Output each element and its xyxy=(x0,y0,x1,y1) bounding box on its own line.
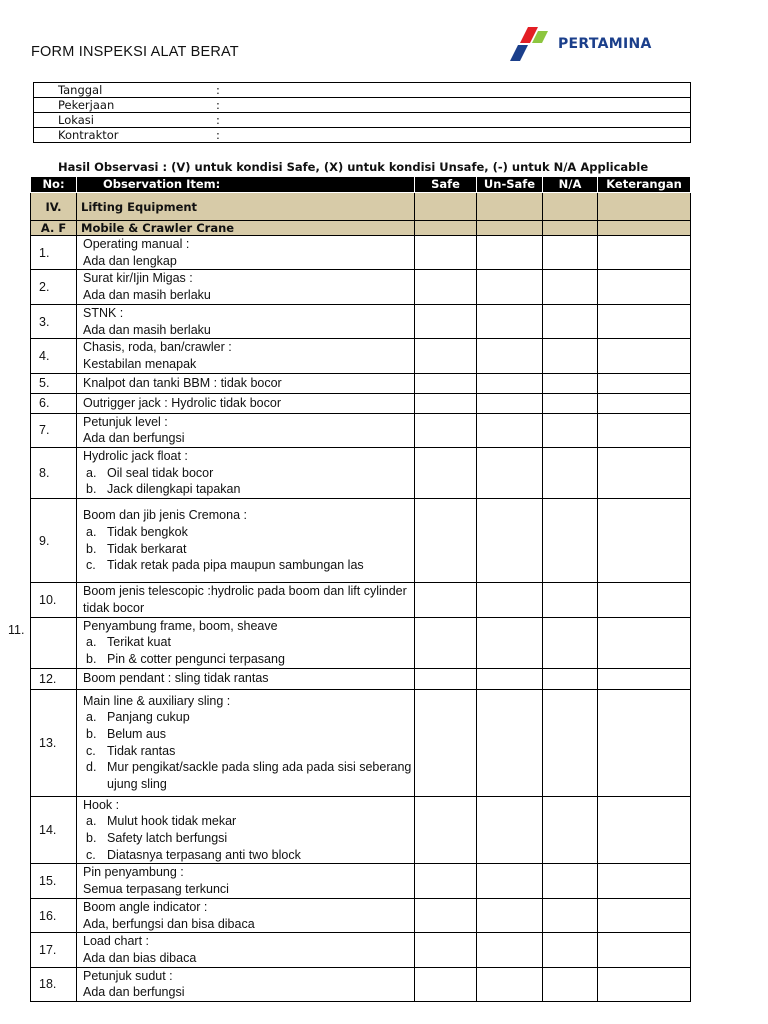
item-detail: Ada dan masih berlaku xyxy=(83,322,211,337)
item-heading: Surat kir/Ijin Migas : xyxy=(83,271,193,286)
item-heading: Chasis, roda, ban/crawler : xyxy=(83,340,232,355)
table-row xyxy=(31,236,691,270)
section-label: Lifting Equipment xyxy=(77,193,415,221)
observation-item xyxy=(77,898,415,932)
sublist-text: Pin & cotter pengunci terpasang xyxy=(107,651,285,666)
observation-item xyxy=(77,668,415,689)
item-number-outside: 11. xyxy=(8,623,25,637)
unsafe-cell[interactable] xyxy=(477,304,543,338)
na-cell[interactable] xyxy=(543,617,598,668)
pertamina-logo xyxy=(508,26,652,62)
observation-item xyxy=(77,499,415,583)
item-heading: Load chart : xyxy=(83,934,150,949)
header-safe: Safe xyxy=(415,177,477,193)
sublist-letter: a. xyxy=(86,710,97,725)
safe-cell[interactable] xyxy=(415,270,477,304)
item-heading: Operating manual : xyxy=(83,237,190,251)
keterangan-cell[interactable] xyxy=(598,236,691,270)
item-detail: Ada dan masih berlaku xyxy=(83,288,211,303)
table-row xyxy=(31,448,691,499)
item-sublist xyxy=(83,813,414,863)
na-cell[interactable] xyxy=(543,339,598,373)
table-row xyxy=(31,270,691,304)
info-sep: : xyxy=(216,113,236,128)
table-row xyxy=(31,583,691,617)
sublist-letter: c. xyxy=(86,558,96,573)
sublist-letter: b. xyxy=(86,482,97,497)
header-keterangan: Keterangan xyxy=(598,177,691,193)
item-heading: Knalpot dan tanki BBM : tidak bocor xyxy=(83,375,282,390)
safe-cell[interactable] xyxy=(415,236,477,270)
item-number: 17. xyxy=(31,933,77,967)
observation-item xyxy=(77,967,415,1001)
sublist-letter: a. xyxy=(86,635,97,650)
safe-cell[interactable] xyxy=(415,617,477,668)
keterangan-cell[interactable] xyxy=(598,393,691,413)
sublist-letter: b. xyxy=(86,726,97,741)
item-heading: Boom angle indicator : xyxy=(83,899,208,914)
table-row xyxy=(31,796,691,864)
observation-item xyxy=(77,448,415,499)
sublist-item xyxy=(86,759,414,792)
na-cell[interactable] xyxy=(543,393,598,413)
sublist-letter: d. xyxy=(86,760,97,775)
item-heading: Main line & auxiliary sling : xyxy=(83,693,231,708)
item-heading: STNK : xyxy=(83,305,124,320)
keterangan-cell[interactable] xyxy=(598,967,691,1001)
table-row xyxy=(31,393,691,413)
na-cell[interactable] xyxy=(543,373,598,393)
item-heading: Hook : xyxy=(83,797,120,812)
form-title: FORM INSPEKSI ALAT BERAT xyxy=(31,44,239,60)
safe-cell[interactable] xyxy=(415,898,477,932)
item-number: 9. xyxy=(31,499,77,583)
header-row xyxy=(31,177,691,193)
logo-text: PERTAMINA xyxy=(558,36,652,52)
unsafe-cell[interactable] xyxy=(477,393,543,413)
item-detail: Ada dan berfungsi xyxy=(83,431,185,446)
sublist-item xyxy=(86,830,414,847)
safe-cell[interactable] xyxy=(415,304,477,338)
sublist-letter: b. xyxy=(86,831,97,846)
info-label: Lokasi xyxy=(34,113,217,128)
sublist-text: Tidak retak pada pipa maupun sambungan las xyxy=(107,558,364,573)
info-table xyxy=(33,82,691,143)
unsafe-cell[interactable] xyxy=(477,864,543,898)
sublist-letter: a. xyxy=(86,814,97,829)
item-detail: Semua terpasang terkunci xyxy=(83,882,229,897)
observation-item xyxy=(77,864,415,898)
safe-cell[interactable] xyxy=(415,864,477,898)
unsafe-cell[interactable] xyxy=(477,583,543,617)
observation-item xyxy=(77,236,415,270)
item-detail: Ada, berfungsi dan bisa dibaca xyxy=(83,916,255,931)
observation-item xyxy=(77,689,415,796)
info-sep: : xyxy=(216,128,236,143)
sublist-text: Safety latch berfungsi xyxy=(107,831,228,846)
observation-item xyxy=(77,373,415,393)
info-value-field[interactable] xyxy=(236,98,691,113)
item-heading: Petunjuk sudut : xyxy=(83,968,173,983)
safe-cell[interactable] xyxy=(415,967,477,1001)
info-value-field[interactable] xyxy=(236,128,691,143)
sublist-text: Tidak bengkok xyxy=(107,524,188,539)
unsafe-cell[interactable] xyxy=(477,236,543,270)
na-cell[interactable] xyxy=(543,499,598,583)
keterangan-cell[interactable] xyxy=(598,796,691,864)
keterangan-cell[interactable] xyxy=(598,668,691,689)
info-label: Kontraktor xyxy=(34,128,217,143)
item-heading: Hydrolic jack float : xyxy=(83,449,188,464)
item-number: 4. xyxy=(31,339,77,373)
sublist-letter: a. xyxy=(86,465,97,480)
table-row xyxy=(31,413,691,447)
info-row xyxy=(34,113,691,128)
sublist-text: Mulut hook tidak mekar xyxy=(107,814,237,829)
keterangan-cell[interactable] xyxy=(598,689,691,796)
unsafe-cell[interactable] xyxy=(477,373,543,393)
unsafe-cell[interactable] xyxy=(477,668,543,689)
unsafe-cell[interactable] xyxy=(477,933,543,967)
keterangan-cell[interactable] xyxy=(598,413,691,447)
sublist-item xyxy=(86,524,414,541)
item-heading: Boom pendant : sling tidak rantas xyxy=(83,671,269,686)
sublist-text: Diatasnya terpasang anti two block xyxy=(107,847,301,862)
sublist-text: Belum aus xyxy=(107,726,167,741)
subsection-label: Mobile & Crawler Crane xyxy=(77,221,415,236)
keterangan-cell[interactable] xyxy=(598,864,691,898)
item-sublist xyxy=(83,465,414,498)
item-number: 3. xyxy=(31,304,77,338)
unsafe-cell[interactable] xyxy=(477,270,543,304)
item-number: 10. xyxy=(31,583,77,617)
item-sublist xyxy=(83,524,414,574)
keterangan-cell[interactable] xyxy=(598,448,691,499)
na-cell[interactable] xyxy=(543,967,598,1001)
header-no: No: xyxy=(31,177,77,193)
table-row xyxy=(31,499,691,583)
item-number: 6. xyxy=(31,393,77,413)
keterangan-cell[interactable] xyxy=(598,898,691,932)
safe-cell[interactable] xyxy=(415,689,477,796)
keterangan-cell[interactable] xyxy=(598,373,691,393)
safe-cell[interactable] xyxy=(415,933,477,967)
table-row xyxy=(31,898,691,932)
sublist-letter: c. xyxy=(86,847,96,862)
na-cell[interactable] xyxy=(543,933,598,967)
observation-item xyxy=(77,393,415,413)
item-number: 7. xyxy=(31,413,77,447)
header-unsafe: Un-Safe xyxy=(477,177,543,193)
safe-cell[interactable] xyxy=(415,668,477,689)
item-heading: Outrigger jack : Hydrolic tidak bocor xyxy=(83,395,281,410)
unsafe-cell[interactable] xyxy=(477,617,543,668)
info-value-field[interactable] xyxy=(236,113,691,128)
unsafe-cell[interactable] xyxy=(477,689,543,796)
section-row xyxy=(31,193,691,221)
safe-cell[interactable] xyxy=(415,448,477,499)
sublist-letter: c. xyxy=(86,743,96,758)
observation-item xyxy=(77,339,415,373)
observation-item xyxy=(77,617,415,668)
na-cell[interactable] xyxy=(543,413,598,447)
item-number: 18. xyxy=(31,967,77,1001)
keterangan-cell[interactable] xyxy=(598,499,691,583)
item-detail: Ada dan bias dibaca xyxy=(83,950,197,965)
sublist-item xyxy=(86,726,414,743)
na-cell[interactable] xyxy=(543,270,598,304)
na-cell[interactable] xyxy=(543,796,598,864)
info-sep: : xyxy=(216,98,236,113)
sublist-item xyxy=(86,743,414,760)
sublist-item xyxy=(86,634,414,651)
info-row xyxy=(34,83,691,98)
item-number: 16. xyxy=(31,898,77,932)
observation-item xyxy=(77,270,415,304)
keterangan-cell[interactable] xyxy=(598,617,691,668)
unsafe-cell[interactable] xyxy=(477,898,543,932)
sublist-letter: b. xyxy=(86,651,97,666)
observation-table xyxy=(30,176,691,1002)
item-number: 8. xyxy=(31,448,77,499)
sublist-text: Jack dilengkapi tapakan xyxy=(107,482,241,497)
header-na: N/A xyxy=(543,177,598,193)
keterangan-cell[interactable] xyxy=(598,933,691,967)
item-heading: Penyambung frame, boom, sheave xyxy=(83,618,278,633)
item-number xyxy=(31,617,77,668)
info-sep: : xyxy=(216,83,236,98)
unsafe-cell[interactable] xyxy=(477,499,543,583)
observation-item xyxy=(77,933,415,967)
unsafe-cell[interactable] xyxy=(477,796,543,864)
na-cell[interactable] xyxy=(543,864,598,898)
observation-item xyxy=(77,796,415,864)
safe-cell[interactable] xyxy=(415,373,477,393)
sublist-letter: a. xyxy=(86,524,97,539)
header-item: Observation Item: xyxy=(77,177,415,193)
sublist-text: Tidak rantas xyxy=(107,743,176,758)
sublist-item xyxy=(86,651,414,668)
item-number: 15. xyxy=(31,864,77,898)
sublist-letter: b. xyxy=(86,541,97,556)
table-row xyxy=(31,339,691,373)
table-row xyxy=(31,933,691,967)
sublist-item xyxy=(86,465,414,482)
na-cell[interactable] xyxy=(543,668,598,689)
safe-cell[interactable] xyxy=(415,413,477,447)
section-no: IV. xyxy=(31,193,77,221)
table-row xyxy=(31,617,691,668)
pertamina-logo-icon xyxy=(508,27,552,61)
na-cell[interactable] xyxy=(543,583,598,617)
safe-cell[interactable] xyxy=(415,393,477,413)
legend-text: Hasil Observasi : (V) untuk kondisi Safe, (X) untuk kondisi Unsafe, (-) untuk N/A Applicable xyxy=(58,160,649,174)
na-cell[interactable] xyxy=(543,304,598,338)
sublist-item xyxy=(86,557,414,574)
na-cell[interactable] xyxy=(543,898,598,932)
safe-cell[interactable] xyxy=(415,339,477,373)
item-detail: Kestabilan menapak xyxy=(83,356,197,371)
table-row xyxy=(31,967,691,1001)
sublist-text: Terikat kuat xyxy=(107,635,171,650)
sublist-item xyxy=(86,541,414,558)
unsafe-cell[interactable] xyxy=(477,967,543,1001)
sublist-item xyxy=(86,709,414,726)
keterangan-cell[interactable] xyxy=(598,304,691,338)
observation-item xyxy=(77,413,415,447)
na-cell[interactable] xyxy=(543,689,598,796)
item-number: 5. xyxy=(31,373,77,393)
table-row xyxy=(31,689,691,796)
safe-cell[interactable] xyxy=(415,499,477,583)
table-row xyxy=(31,373,691,393)
item-number: 14. xyxy=(31,796,77,864)
item-heading: Pin penyambung : xyxy=(83,865,184,880)
item-sublist xyxy=(83,634,414,667)
subsection-row xyxy=(31,221,691,236)
item-sublist xyxy=(83,709,414,793)
sublist-text: Panjang cukup xyxy=(107,710,190,725)
item-number: 12. xyxy=(31,668,77,689)
keterangan-cell[interactable] xyxy=(598,339,691,373)
item-heading: Petunjuk level : xyxy=(83,414,168,429)
keterangan-cell[interactable] xyxy=(598,270,691,304)
item-number: 1. xyxy=(31,236,77,270)
info-label: Pekerjaan xyxy=(34,98,217,113)
table-row xyxy=(31,304,691,338)
subsection-no: A. F xyxy=(31,221,77,236)
info-value-field[interactable] xyxy=(236,83,691,98)
item-detail: Ada dan berfungsi xyxy=(83,985,185,1000)
na-cell[interactable] xyxy=(543,236,598,270)
unsafe-cell[interactable] xyxy=(477,413,543,447)
sublist-text: Tidak berkarat xyxy=(107,541,187,556)
table-row xyxy=(31,668,691,689)
item-heading: Boom jenis telescopic :hydrolic pada boom dan lift cylinder tidak bocor xyxy=(83,584,407,615)
observation-item xyxy=(77,583,415,617)
sublist-item xyxy=(86,481,414,498)
unsafe-cell[interactable] xyxy=(477,339,543,373)
table-row xyxy=(31,864,691,898)
item-number: 2. xyxy=(31,270,77,304)
keterangan-cell[interactable] xyxy=(598,583,691,617)
na-cell[interactable] xyxy=(543,448,598,499)
sublist-text: Mur pengikat/sackle pada sling ada pada sisi seberang ujung sling xyxy=(107,760,412,792)
safe-cell[interactable] xyxy=(415,583,477,617)
observation-item xyxy=(77,304,415,338)
safe-cell[interactable] xyxy=(415,796,477,864)
sublist-item xyxy=(86,847,414,864)
info-row xyxy=(34,98,691,113)
item-heading: Boom dan jib jenis Cremona : xyxy=(83,508,247,523)
unsafe-cell[interactable] xyxy=(477,448,543,499)
sublist-text: Oil seal tidak bocor xyxy=(107,465,214,480)
info-label: Tanggal xyxy=(34,83,217,98)
item-number: 13. xyxy=(31,689,77,796)
sublist-item xyxy=(86,813,414,830)
info-row xyxy=(34,128,691,143)
item-detail: Ada dan lengkap xyxy=(83,253,177,268)
